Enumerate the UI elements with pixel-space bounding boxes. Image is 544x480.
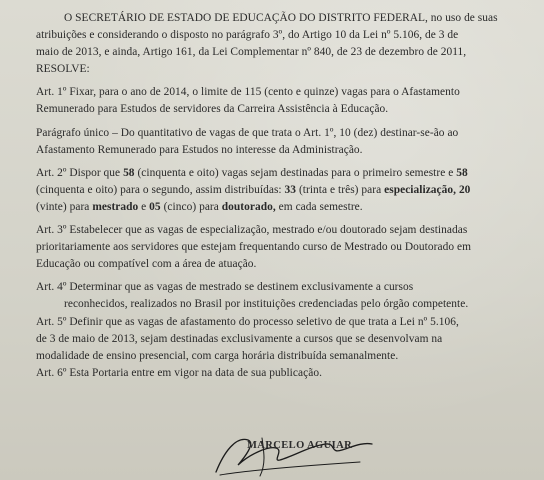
art1-line-1: Art. 1º Fixar, para o ano de 2014, o limite de 115 (cento e quinze) vagas para o Afastamento <box>36 86 460 99</box>
art5-line-3: modalidade de ensino presencial, com carga horária distribuída semanalmente. <box>36 349 399 362</box>
art2-especializacao-label: especialização, 20 <box>384 183 471 196</box>
art2-text: (vinte) para <box>36 200 93 213</box>
art2-text: em cada semestre. <box>275 200 363 213</box>
signatory-name: MARCELO AGUIAR <box>247 440 353 451</box>
art4-line-2: reconhecidos, realizados no Brasil por instituições credenciadas pelo órgão competente. <box>64 298 469 311</box>
handwritten-signature <box>210 432 380 478</box>
art3-line-2: prioritariamente aos servidores que estejam frequentando curso de Mestrado ou Doutorado em <box>36 241 471 254</box>
art2-line-1 <box>36 165 536 182</box>
art2-especializacao-count: 33 <box>284 183 297 196</box>
art3-line-1: Art. 3º Estabelecer que as vagas de especialização, mestrado e/ou doutorado sejam destinadas <box>36 224 468 237</box>
portaria-text <box>36 10 536 382</box>
art2-doutorado-label: doutorado, <box>221 200 276 213</box>
paragrafo-unico-line-2: Afastamento Remunerado para Estudos no interesse da Administração. <box>36 143 363 156</box>
intro-line-2: atribuições e considerando o disposto no parágrafo 3º, do Artigo 10 da Lei nº 5.106, de 3 de <box>36 29 459 42</box>
art2-second-semester-count: 58 <box>456 166 468 179</box>
art2-line-3 <box>36 199 536 216</box>
art2-text: (cinquenta e oito) vagas sejam destinadas para o primeiro semestre e <box>134 166 457 179</box>
art5-line-2: de 3 de maio de 2013, sejam destinadas exclusivamente a cursos que se desenvolvam na <box>36 332 443 345</box>
art2-text: (trinta e três) para <box>296 183 385 196</box>
art2-doutorado-count: 05 <box>149 200 161 213</box>
intro-line-1: O SECRETÁRIO DE ESTADO DE EDUCAÇÃO DO DISTRITO FEDERAL, no uso de suas <box>64 12 498 24</box>
art3-line-3: Educação ou compatível com a área de atuação. <box>36 258 257 271</box>
art2-text: (cinco) para <box>160 200 222 213</box>
art2-line-2 <box>36 182 536 199</box>
art2-mestrado-label: mestrado <box>92 200 139 213</box>
art2-first-semester-count: 58 <box>123 166 135 179</box>
art2-text: (cinquenta e oito) para o segundo, assim distribuídas: <box>36 183 285 196</box>
resolve-heading: RESOLVE: <box>36 63 90 76</box>
art4-line-1: Art. 4º Determinar que as vagas de mestrado se destinem exclusivamente a cursos <box>36 281 414 294</box>
art6-line: Art. 6º Esta Portaria entre em vigor na data de sua publicação. <box>36 366 322 379</box>
art5-line-1: Art. 5º Definir que as vagas de afastamento do processo seletivo de que trata a Lei nº 5.106, <box>36 315 459 328</box>
art2-text: Art. 2º Dispor que <box>36 166 124 179</box>
intro-line-3: maio de 2013, e ainda, Artigo 161, da Lei Complementar nº 840, de 23 de dezembro de 2011, <box>36 46 467 59</box>
art2-text: e <box>138 200 150 213</box>
paragrafo-unico-line-1: Parágrafo único – Do quantitativo de vagas de que trata o Art. 1º, 10 (dez) destinar-se-ão ao <box>36 126 459 139</box>
art1-line-2: Remunerado para Estudos de servidores da Carreira Assistência à Educação. <box>36 103 389 116</box>
